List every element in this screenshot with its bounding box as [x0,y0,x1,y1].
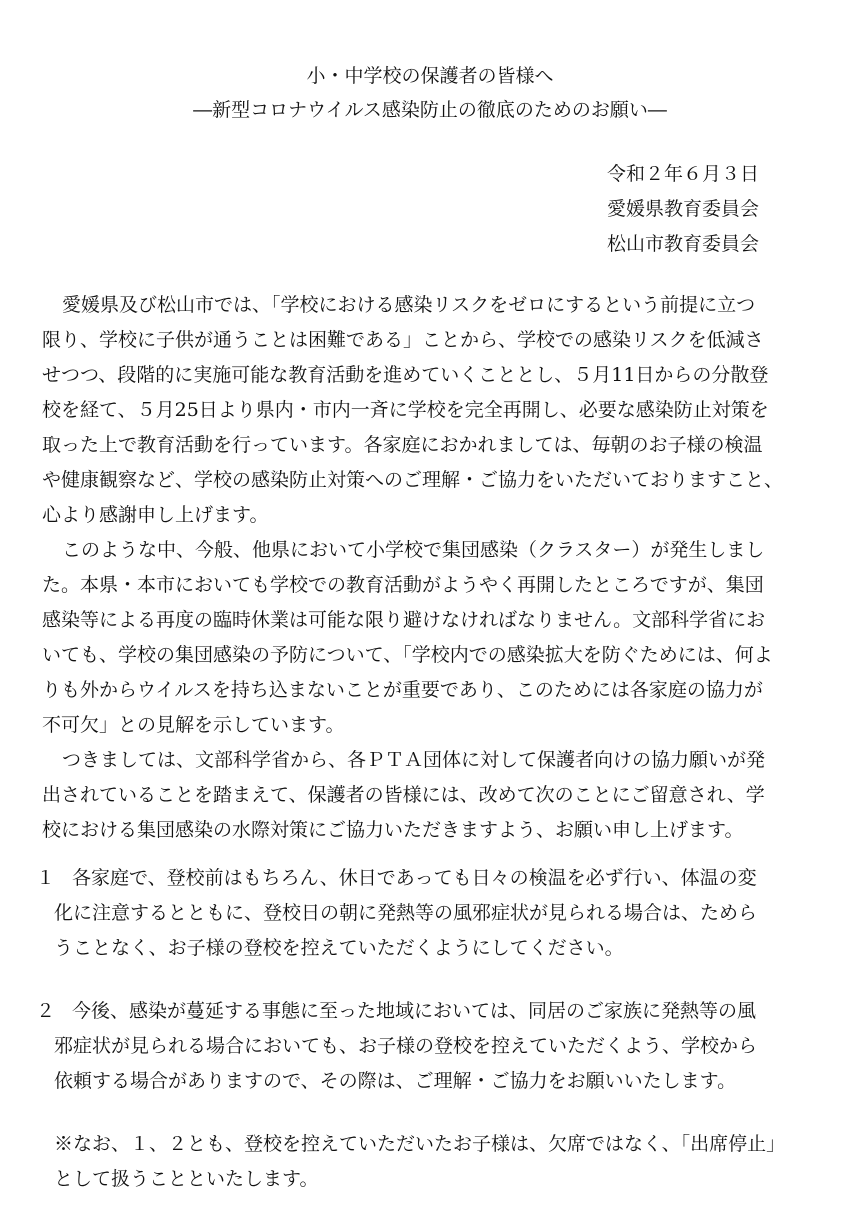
paragraph-line: 取った上で教育活動を行っています。各家庭におかれましては、毎朝のお子様の検温 [42,434,763,456]
issuer-prefecture-board: 愛媛県教育委員会 [607,198,760,220]
paragraph-line: や健康観察など、学校の感染防止対策へのご理解・ご協力をいただいておりますこと、 [42,469,784,491]
list-item-line: 各家庭で、登校前はもちろん、休日であっても日々の検温を必ず行い、体温の変 [72,867,757,889]
list-item-line: 今後、感染が蔓延する事態に至った地域においては、同居のご家族に発熱等の風 [72,1000,757,1022]
note-line: として扱うことといたします。 [54,1168,319,1190]
list-item-line: 邪症状が見られる場合においても、お子様の登校を控えていただくよう、学校から [54,1035,758,1057]
list-item-number: １ [36,867,56,889]
document-subtitle: ―新型コロナウイルス感染防止の徹底のためのお願い― [193,99,667,121]
list-item-line: 化に注意するとともに、登校日の朝に発熱等の風邪症状が見られる場合は、ためら [54,902,758,924]
document-title: 小・中学校の保護者の皆様へ [306,65,554,87]
paragraph-line: せつつ、段階的に実施可能な教育活動を進めていくこととし、５月11日からの分散登 [42,364,769,386]
paragraph-line: 限り、学校に子供が通うことは困難である」ことから、学校での感染リスクを低減さ [42,329,764,351]
paragraph-line: いても、学校の集団感染の予防について、「学校内での感染拡大を防ぐためには、何よ [42,644,773,666]
paragraph-line: 出されていることを踏まえて、保護者の皆様には、改めて次のことにご留意され、学 [42,784,765,806]
paragraph-line: 愛媛県及び松山市では、「学校における感染リスクをゼロにするという前提に立つ [62,294,756,316]
issuer-city-board: 松山市教育委員会 [607,233,760,255]
paragraph-line: 校における集団感染の水際対策にご協力いただきますよう、お願い申し上げます。 [42,819,744,841]
paragraph-line: 感染等による再度の臨時休業は可能な限り避けなければなりません。文部科学省にお [42,609,766,631]
paragraph-line: 心より感謝申し上げます。 [42,504,269,526]
list-item-line: うことなく、お子様の登校を控えていただくようにしてください。 [54,937,624,959]
note-line: ※なお、１、２とも、登校を控えていただいたお子様は、欠席ではなく、「出席停止」 [54,1133,786,1155]
list-item-line: 依頼する場合がありますので、その際は、ご理解・ご協力をお願いいたします。 [54,1070,737,1092]
paragraph-line: つきましては、文部科学省から、各ＰＴＡ団体に対して保護者向けの協力願いが発 [62,749,766,771]
issue-date: 令和２年６月３日 [607,163,760,185]
paragraph-line: 校を経て、５月25日より県内・市内一斉に学校を完全再開し、必要な感染防止対策を [42,399,769,421]
paragraph-line: 不可欠」との見解を示しています。 [42,714,345,736]
paragraph-line: た。本県・本市においても学校での教育活動がようやく再開したところですが、集団 [42,574,764,596]
list-item-number: ２ [36,1000,56,1022]
paragraph-line: りも外からウイルスを持ち込まないことが重要であり、このためには各家庭の協力が [42,679,763,701]
paragraph-line: このような中、今般、他県において小学校で集団感染（クラスター）が発生しまし [62,539,765,561]
